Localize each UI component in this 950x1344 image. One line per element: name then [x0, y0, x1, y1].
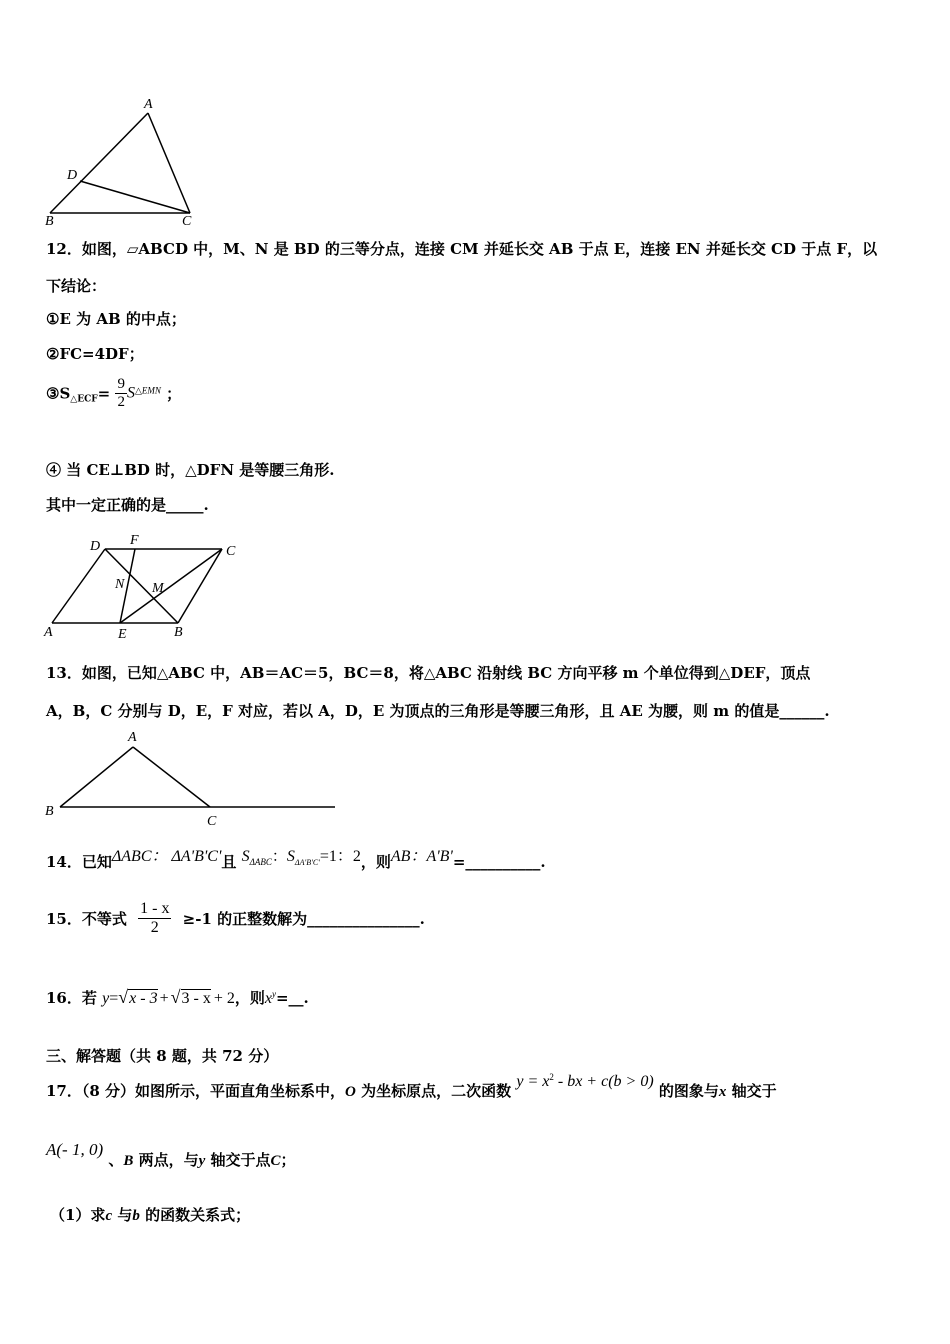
q15-den: 2: [138, 918, 171, 937]
label-B: B: [45, 214, 54, 227]
q17-l2a: 、: [108, 1151, 124, 1169]
q17-formula-exp: 2: [549, 1072, 554, 1082]
q16-pre: 16．若: [46, 989, 97, 1007]
sqrt-icon: √: [118, 987, 129, 1007]
q16-eq: =: [109, 990, 119, 1007]
q14-S1sub: ΔABC: [249, 857, 272, 867]
q14-ratio-sides: AB：A'B': [390, 848, 453, 865]
c3-Ssub: △EMN: [134, 385, 161, 396]
q17-end: 轴交于: [726, 1082, 777, 1100]
q17-C: C: [270, 1153, 281, 1169]
label-E: E: [118, 627, 127, 642]
c3-end: ；: [166, 385, 182, 403]
q14-blank: =__________.: [452, 853, 546, 871]
label-B: B: [45, 804, 54, 819]
label-C: C: [182, 214, 192, 227]
q12-line2: 下结论：: [46, 277, 107, 295]
label-A: A: [128, 730, 137, 745]
q17-l2c: 轴交于点: [205, 1151, 271, 1169]
q15-fraction: [138, 900, 171, 937]
label-D: D: [90, 539, 101, 554]
q17-sub1-post: 的函数关系式；: [139, 1206, 251, 1224]
q17-formula-a: y = x: [516, 1073, 550, 1090]
q17-post: 的图象与: [658, 1082, 719, 1100]
q14-pre: 14．已知: [46, 853, 112, 871]
q16-xy-exp: y: [271, 989, 276, 999]
triangle-figure-q11: [40, 95, 200, 227]
label-B: B: [174, 625, 183, 640]
q16-radicand-1: x - 3: [129, 990, 158, 1007]
q15-pre: 15．不等式: [46, 910, 127, 928]
q14-then: ，则: [360, 853, 391, 871]
q16-y: y: [102, 990, 110, 1007]
c3-S: S: [126, 384, 135, 402]
c3-prefix: ③S: [46, 384, 71, 403]
label-A: A: [144, 97, 153, 112]
c3-den: 2: [117, 394, 125, 410]
q17-l2d: ；: [280, 1151, 296, 1169]
q16-plus2: + 2: [213, 990, 235, 1007]
q17-l2b: 两点，与: [133, 1151, 199, 1169]
label-D: D: [67, 168, 78, 183]
q17-x: x: [718, 1084, 727, 1100]
c3-eq: =: [97, 384, 111, 403]
q14-line: [46, 843, 546, 872]
label-M: M: [152, 581, 164, 596]
q14-S2sub: ΔA'B'C': [294, 858, 320, 867]
q17-sub1-pre: （1）求: [50, 1206, 106, 1224]
q17-line1: [46, 1072, 777, 1101]
q17-sub1: [50, 1204, 250, 1225]
q15-line: [46, 900, 425, 937]
q14-S2: S: [286, 848, 295, 865]
q14-colon: ：: [271, 849, 287, 865]
label-N: N: [115, 577, 125, 592]
q17-mid: 为坐标原点，二次函数: [355, 1082, 512, 1100]
parallelogram-figure-q12: [40, 530, 245, 642]
q15-post: ≥-1 的正整数解为_______________.: [182, 910, 425, 928]
q16-plus1: +: [159, 990, 169, 1007]
q14-similar: ΔABC： ΔA'B'C': [111, 848, 222, 865]
q16-end: =__.: [275, 989, 309, 1007]
q16-radicand-2: 3 - x: [181, 990, 211, 1007]
c3-sub: △ECF: [70, 394, 98, 405]
q17-line2: [46, 1140, 296, 1170]
q13-line2: A，B，C 分别与 D，E，F 对应，若以 A，D，E 为顶点的三角形是等腰三角形，且 AE 为腰，则 m 的值是______.: [46, 702, 830, 720]
q12-conclusion-4: ④ 当 CE⊥BD 时，△DFN 是等腰三角形.: [46, 461, 335, 479]
q17-b: b: [132, 1208, 140, 1224]
q12-question: 其中一定正确的是_____.: [46, 496, 209, 514]
label-C: C: [207, 814, 217, 829]
q17-sub1-mid: 与: [112, 1206, 133, 1224]
q17-pointA: A(- 1, 0): [46, 1140, 104, 1159]
q13-line1: 13．如图，已知△ABC 中，AB＝AC＝5，BC＝8，将△ABC 沿射线 BC 方向平移 m 个单位得到△DEF，顶点: [46, 664, 811, 682]
q14-S1: S: [241, 848, 250, 865]
q12-line1: 12．如图，▱ABCD 中，M、N 是 BD 的三等分点，连接 CM 并延长交 AB 于点 E，连接 EN 并延长交 CD 于点 F，以: [46, 240, 878, 258]
q17-pre: 17．（8 分）如图所示，平面直角坐标系中，: [46, 1082, 346, 1100]
q16-then: ，则: [234, 989, 265, 1007]
label-A: A: [44, 625, 53, 640]
triangle-figure-q13: [40, 727, 340, 829]
q17-c: c: [105, 1208, 113, 1224]
q16-line: [46, 987, 309, 1008]
sqrt-icon: √: [170, 987, 181, 1007]
label-C: C: [226, 544, 236, 559]
q12-conclusion-2: ②FC=4DF；: [46, 345, 144, 363]
q15-num: 1 - x: [140, 900, 170, 917]
q17-O: O: [345, 1084, 356, 1100]
q14-ratio: =1：2: [319, 848, 361, 865]
c3-fraction: [115, 376, 127, 411]
q14-and: 且: [221, 853, 237, 871]
q12-conclusion-3: [46, 376, 181, 411]
label-F: F: [130, 533, 139, 548]
section-heading: 三、解答题（共 8 题，共 72 分）: [46, 1047, 279, 1065]
q17-formula-b: - bx + c(b > 0): [553, 1073, 654, 1090]
q17-yaxis: y: [198, 1153, 206, 1169]
q12-conclusion-1: ①E 为 AB 的中点；: [46, 310, 186, 328]
c3-num: 9: [117, 376, 125, 392]
q17-B: B: [123, 1153, 134, 1169]
q16-xy-base: x: [264, 990, 272, 1007]
